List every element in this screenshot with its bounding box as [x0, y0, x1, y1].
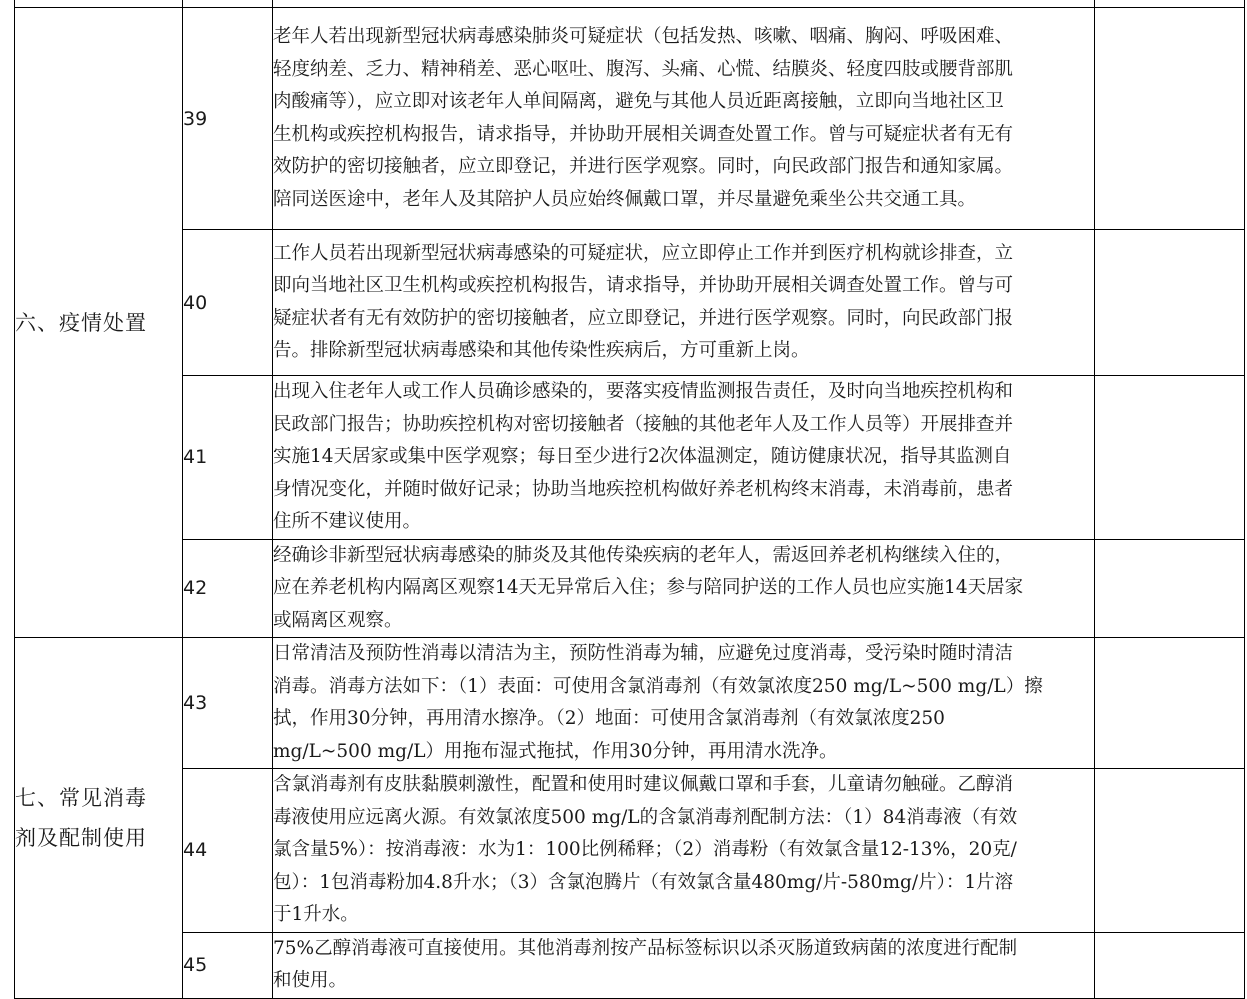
section-title: 六、疫情处置	[15, 310, 147, 335]
remarks-cell	[1095, 376, 1245, 540]
item-text-line: 消毒。消毒方法如下：（1）表面：可使用含氯消毒剂（有效氯浓度250 mg/L~500 mg/L）擦	[273, 675, 1043, 697]
item-number: 42	[183, 577, 208, 600]
text-cell-empty	[273, 0, 1095, 8]
section-cell-empty	[15, 0, 183, 8]
item-text-cell	[273, 769, 1095, 933]
table-row-top-strip	[15, 0, 1245, 8]
number-cell-empty	[183, 0, 273, 8]
item-text-line: 效防护的密切接触者，应立即登记，并进行医学观察。同时，向民政部门报告和通知家属。	[273, 156, 1014, 177]
item-text-line: 或隔离区观察。	[273, 609, 403, 631]
table-row	[15, 8, 1245, 230]
checklist-table	[14, 0, 1245, 999]
item-text-line: mg/L~500 mg/L）用拖布湿式拖拭，作用30分钟，再用清水洗净。	[273, 740, 838, 762]
item-number: 45	[183, 954, 208, 976]
item-text-line: 工作人员若出现新型冠状病毒感染的可疑症状，应立即停止工作并到医疗机构就诊排查，立	[273, 242, 1014, 264]
item-text-line: 肉酸痛等），应立即对该老年人单间隔离，避免与其他人员近距离接触，立即向当地社区卫	[273, 91, 1004, 112]
section-title-line: 七、常见消毒	[15, 785, 147, 810]
table-row	[15, 376, 1245, 540]
remarks-cell	[1095, 8, 1245, 230]
item-text-cell	[273, 376, 1095, 540]
table-row	[15, 932, 1245, 998]
item-text-cell	[273, 638, 1095, 769]
item-text-line: 告。排除新型冠状病毒感染和其他传染性疾病后，方可重新上岗。	[273, 340, 810, 361]
item-number: 44	[183, 839, 208, 862]
remarks-cell	[1095, 539, 1245, 638]
item-text-line: 于1升水。	[273, 904, 359, 925]
item-text-cell	[273, 230, 1095, 376]
extra-cell-empty	[1095, 0, 1245, 8]
table-row	[15, 230, 1245, 376]
item-text-line: 生机构或疾控机构报告，请求指导，并协助开展相关调查处置工作。曾与可疑症状者有无有	[273, 123, 1014, 145]
item-number-cell	[183, 230, 273, 376]
item-text-line: 疑症状者有无有效防护的密切接触者，应立即登记，并进行医学观察。同时，向民政部门报	[273, 307, 1014, 329]
remarks-cell	[1095, 230, 1245, 376]
item-text-line: 应在养老机构内隔离区观察14天无异常后入住；参与陪同护送的工作人员也应实施14天居家	[273, 577, 1024, 598]
item-text-line: 日常清洁及预防性消毒以清洁为主，预防性消毒为辅，应避免过度消毒，受污染时随时清洁	[273, 643, 1014, 664]
item-number: 39	[183, 107, 208, 130]
table-row	[15, 539, 1245, 638]
item-number-cell	[183, 376, 273, 540]
item-text-line: 老年人若出现新型冠状病毒感染肺炎可疑症状（包括发热、咳嗽、咽痛、胸闷、呼吸困难、	[273, 26, 1014, 47]
item-text-line: 即向当地社区卫生机构或疾控机构报告，请求指导，并协助开展相关调查处置工作。曾与可	[273, 275, 1014, 296]
item-text-line: 住所不建议使用。	[273, 511, 422, 532]
remarks-cell	[1095, 932, 1245, 998]
item-number: 41	[183, 446, 208, 469]
item-text-cell	[273, 932, 1095, 998]
item-number-cell	[183, 638, 273, 769]
section-title-cell	[15, 8, 183, 638]
item-number-cell	[183, 769, 273, 933]
item-text-line: 轻度纳差、乏力、精神稍差、恶心呕吐、腹泻、头痛、心慌、结膜炎、轻度四肢或腰背部肌	[273, 58, 1014, 80]
item-text-line: 出现入住老年人或工作人员确诊感染的，要落实疫情监测报告责任，及时向当地疾控机构和	[273, 381, 1014, 402]
item-number-cell	[183, 932, 273, 998]
table-row	[15, 769, 1245, 933]
item-text-line: 氯含量5%）：按消毒液：水为1：100比例稀释；（2）消毒粉（有效氯含量12-13%，20克/	[273, 839, 1017, 860]
table-row	[15, 638, 1245, 769]
item-text-line: 75%乙醇消毒液可直接使用。其他消毒剂按产品标签标识以杀灭肠道致病菌的浓度进行配制	[273, 937, 1018, 959]
item-number-cell	[183, 539, 273, 638]
item-text-cell	[273, 8, 1095, 230]
item-text-line: 含氯消毒剂有皮肤黏膜刺激性，配置和使用时建议佩戴口罩和手套，儿童请勿触碰。乙醇消	[273, 774, 1014, 795]
item-text-line: 包）：1包消毒粉加4.8升水；（3）含氯泡腾片（有效氯含量480mg/片-580mg/片）：1片溶	[273, 871, 1014, 893]
item-text-line: 拭，作用30分钟，再用清水擦净。（2）地面：可使用含氯消毒剂（有效氯浓度250	[273, 708, 945, 729]
item-text-line: 和使用。	[273, 970, 348, 991]
item-number: 43	[183, 692, 208, 714]
item-text-line: 经确诊非新型冠状病毒感染的肺炎及其他传染疾病的老年人，需返回养老机构继续入住的，	[273, 544, 1014, 566]
item-number: 40	[183, 291, 208, 314]
remarks-cell	[1095, 769, 1245, 933]
item-number-cell	[183, 8, 273, 230]
item-text-line: 身情况变化，并随时做好记录；协助当地疾控机构做好养老机构终末消毒，未消毒前，患者	[273, 478, 1014, 500]
remarks-cell	[1095, 638, 1245, 769]
item-text-line: 陪同送医途中，老年人及其陪护人员应始终佩戴口罩，并尽量避免乘坐公共交通工具。	[273, 188, 977, 210]
section-title-line: 剂及配制使用	[15, 825, 147, 850]
item-text-line: 民政部门报告；协助疾控机构对密切接触者（接触的其他老年人及工作人员等）开展排查并	[273, 413, 1014, 435]
item-text-line: 实施14天居家或集中医学观察；每日至少进行2次体温测定，随访健康状况，指导其监测自	[273, 446, 1012, 467]
section-title-cell	[15, 638, 183, 999]
item-text-cell	[273, 539, 1095, 638]
item-text-line: 毒液使用应远离火源。有效氯浓度500 mg/L的含氯消毒剂配制方法：（1）84消毒液（有效	[273, 806, 1018, 828]
